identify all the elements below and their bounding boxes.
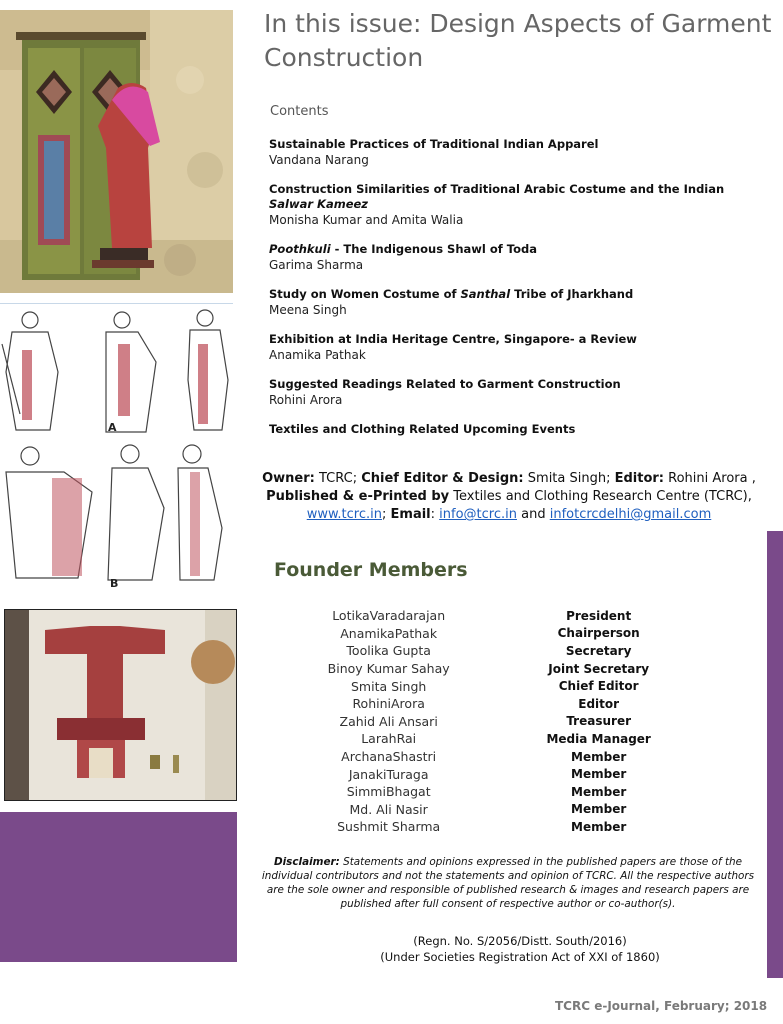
- member-row: [300, 801, 720, 819]
- member-row: [300, 607, 720, 625]
- contents-list: [269, 137, 749, 451]
- decorative-purple-block: [0, 812, 237, 962]
- member-role: Chairperson: [557, 626, 640, 641]
- contents-item[interactable]: [269, 287, 749, 318]
- contents-item-title: Sustainable Practices of Traditional Indian Apparel: [269, 137, 599, 151]
- email-link-secondary[interactable]: infotcrcdelhi@gmail.com: [549, 507, 712, 522]
- contents-item[interactable]: [269, 182, 749, 228]
- contents-item-title: Suggested Readings Related to Garment Construction: [269, 377, 621, 391]
- member-row: [300, 642, 720, 660]
- contents-item[interactable]: [269, 242, 749, 273]
- title-italic: Poothkuli: [269, 242, 331, 256]
- member-name: SimmiBhagat: [346, 784, 431, 800]
- published-label: Published & e-Printed by: [266, 489, 450, 504]
- website-link[interactable]: www.tcrc.in: [306, 507, 382, 522]
- separator: ;: [382, 507, 391, 522]
- contents-item-title: [269, 287, 749, 302]
- member-role: President: [566, 608, 632, 623]
- member-name: ArchanaShastri: [341, 749, 437, 765]
- member-name: AnamikaPathak: [340, 625, 438, 641]
- sketch-label-a: A: [108, 421, 117, 434]
- contents-item-author: Meena Singh: [269, 303, 347, 317]
- contents-item-title: [269, 182, 749, 212]
- title-italic: Santhal: [460, 287, 511, 301]
- owner-label: Owner:: [262, 471, 315, 486]
- email-label: Email: [390, 507, 431, 522]
- journal-footer: TCRC e-Journal, February; 2018: [555, 999, 768, 1013]
- member-row: [300, 695, 720, 713]
- contents-item[interactable]: [269, 137, 749, 168]
- published-value: Textiles and Clothing Research Centre (TCRC),: [449, 489, 752, 504]
- member-name: Md. Ali Nasir: [349, 801, 428, 817]
- conjunction: and: [516, 507, 550, 522]
- founder-members-heading: Founder Members: [274, 559, 468, 581]
- member-role: Member: [571, 819, 627, 834]
- member-role: Member: [571, 784, 627, 799]
- member-role: Joint Secretary: [548, 661, 650, 676]
- decorative-purple-strip: [767, 531, 783, 978]
- member-row: [300, 783, 720, 801]
- member-role: Media Manager: [546, 731, 651, 746]
- disclaimer-text: Statements and opinions expressed in the published papers are those of the individual contributors and not the statements and opinion of TCRC. All the respective authors are the sole owner and responsible of published research & images and research papers are published after full consent of respective author or co-author(s).: [261, 856, 755, 910]
- title-text: Study on Women Costume of: [269, 287, 461, 301]
- contents-heading: Contents: [270, 104, 329, 119]
- title-italic: Salwar Kameez: [269, 197, 368, 211]
- member-role: Member: [571, 749, 627, 764]
- member-row: [300, 748, 720, 766]
- member-name: JanakiTuraga: [348, 766, 429, 782]
- member-role: Treasurer: [566, 714, 631, 729]
- contents-item-title: Textiles and Clothing Related Upcoming Events: [269, 422, 576, 436]
- contents-item-author: Rohini Arora: [269, 393, 343, 407]
- publication-credits: [244, 470, 774, 524]
- chief-editor-value: Smita Singh;: [523, 471, 615, 486]
- member-role: Member: [571, 802, 627, 817]
- contents-item[interactable]: [269, 332, 749, 363]
- member-role: Editor: [578, 696, 620, 711]
- sketch-label-b: B: [110, 577, 119, 590]
- contents-item-author: Monisha Kumar and Amita Walia: [269, 213, 464, 227]
- member-row: [300, 677, 720, 695]
- disclaimer-label: Disclaimer:: [273, 856, 340, 868]
- member-name: Sushmit Sharma: [337, 819, 441, 835]
- member-name: LotikaVaradarajan: [332, 608, 446, 624]
- member-row: [300, 660, 720, 678]
- contents-item[interactable]: [269, 377, 749, 408]
- editor-value: Rohini Arora ,: [664, 471, 756, 486]
- email-link-primary[interactable]: info@tcrc.in: [439, 507, 517, 522]
- member-role: Member: [571, 767, 627, 782]
- museum-costume-photo: [4, 609, 237, 801]
- member-name: LarahRai: [361, 731, 417, 747]
- contents-item-title: [269, 242, 749, 257]
- member-name: Smita Singh: [351, 678, 427, 694]
- member-name: RohiniArora: [352, 696, 425, 712]
- owner-value: TCRC;: [314, 471, 362, 486]
- contents-item-author: Garima Sharma: [269, 258, 364, 272]
- editor-label: Editor:: [614, 471, 665, 486]
- issue-title: In this issue: Design Aspects of Garment Construction: [264, 9, 772, 72]
- title-text: - The Indigenous Shawl of Toda: [330, 242, 537, 256]
- registration-number: (Regn. No. S/2056/Distt. South/2016): [413, 934, 627, 948]
- contents-item-author: Anamika Pathak: [269, 348, 366, 362]
- member-name: Binoy Kumar Sahay: [327, 661, 450, 677]
- title-text: Tribe of Jharkhand: [510, 287, 634, 301]
- title-text: Construction Similarities of Traditional Arabic Costume and the Indian: [269, 182, 725, 196]
- registration-act: (Under Societies Registration Act of XXI of 1860): [380, 950, 660, 964]
- contents-item-author: Vandana Narang: [269, 153, 369, 167]
- member-row: [300, 765, 720, 783]
- contents-item-title: Exhibition at India Heritage Centre, Singapore- a Review: [269, 332, 637, 346]
- member-row: [300, 625, 720, 643]
- member-name: Zahid Ali Ansari: [339, 713, 438, 729]
- costume-sketch-a: [0, 303, 233, 436]
- registration-info: [300, 933, 740, 965]
- member-row: [300, 713, 720, 731]
- costume-sketch-b: [0, 438, 233, 590]
- contents-item[interactable]: [269, 422, 749, 437]
- founder-members-table: [300, 607, 720, 836]
- member-role: Secretary: [565, 643, 632, 658]
- disclaimer: [258, 855, 758, 911]
- member-name: Toolika Gupta: [346, 643, 431, 659]
- separator: :: [430, 507, 440, 522]
- chief-editor-label: Chief Editor & Design:: [361, 471, 524, 486]
- member-row: [300, 818, 720, 836]
- member-row: [300, 730, 720, 748]
- cover-photo-woman-at-door: [0, 10, 233, 293]
- member-role: Chief Editor: [558, 679, 639, 694]
